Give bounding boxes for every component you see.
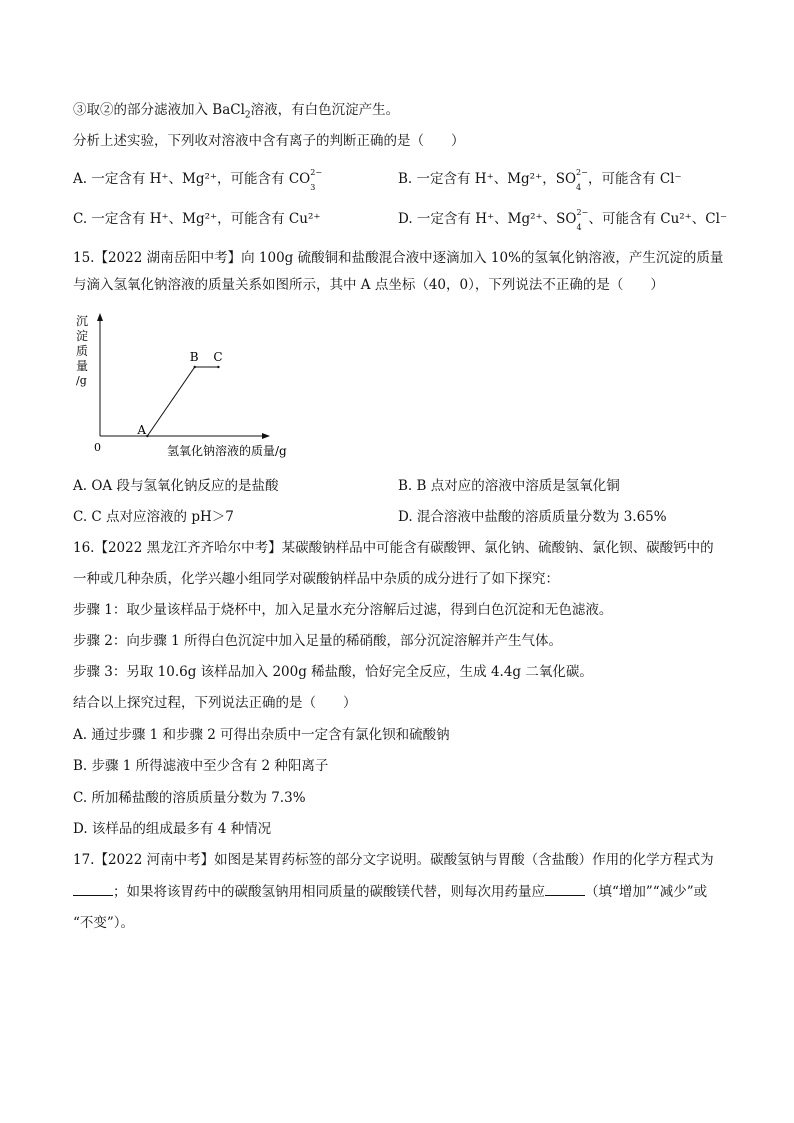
y-label-char-2: 质 <box>76 344 89 358</box>
q15-option-d: D. 混合溶液中盐酸的溶质质量分数为 3.65% <box>398 509 667 525</box>
series-line <box>147 367 218 436</box>
origin-label: 0 <box>94 441 101 454</box>
q15-stem-line2: 与滴入氢氧化钠溶液的质量关系如图所示，其中 A 点坐标（40，0），下列说法不正确的是（ ） <box>73 277 664 293</box>
x-axis-label: 氢氧化钠溶液的质量/g <box>167 444 287 458</box>
q16-option-c: C. 所加稀盐酸的溶质质量分数为 7.3% <box>73 790 306 806</box>
y-label-char-3: 量 <box>76 359 89 373</box>
q17-stem-line1: 17.【2022 河南中考】如图是某胃药标签的部分文字说明。碳酸氢钠与胃酸（含盐酸）作用的化学方程式为 <box>73 852 714 868</box>
point-c-label: C <box>213 350 223 364</box>
q17-stem-line2: ；如果将该胃药中的碳酸氢钠用相同质量的碳酸镁代替，则每次用药量应 （填“增加”“减少”或 <box>73 883 707 901</box>
y-axis-arrow <box>97 313 103 321</box>
q14-option-a: A. 一定含有 H⁺、Mg²⁺，可能含有 CO 2− 3 <box>73 168 323 192</box>
q16-step1: 步骤 1：取少量该样品于烧杯中，加入足量水充分溶解后过滤，得到白色沉淀和无色滤液。 <box>73 602 613 618</box>
q16-option-b: B. 步骤 1 所得滤液中至少含有 2 种阳离子 <box>73 758 329 774</box>
x-axis-arrow <box>262 433 270 439</box>
q16-question: 结合以上探究过程，下列说法正确的是（ ） <box>73 695 357 711</box>
q15-stem-line1: 15.【2022 湖南岳阳中考】向 100g 硫酸铜和盐酸混合液中逐滴加入 10%的氢氧化钠溶液，产生沉淀的质量 <box>73 250 724 266</box>
point-b-marker <box>194 366 196 368</box>
point-c-marker <box>217 366 219 368</box>
y-label-char-0: 沉 <box>76 314 89 328</box>
q14-question: 分析上述实验，下列收对溶液中含有离子的判断正确的是（ ） <box>73 133 465 149</box>
q16-option-d: D. 该样品的组成最多有 4 种情况 <box>73 821 272 837</box>
point-a-marker <box>146 435 148 437</box>
answer-blank-2[interactable] <box>545 883 585 896</box>
y-axis-label <box>76 314 88 387</box>
q16-option-a: A. 通过步骤 1 和步骤 2 可得出杂质中一定含有氯化钡和硫酸钠 <box>73 727 450 743</box>
point-a-label: A <box>137 423 147 437</box>
q15-option-a: A. OA 段与氢氧化钠反应的是盐酸 <box>73 478 279 494</box>
q17-stem-line3: “不变”）。 <box>73 915 135 931</box>
q15-option-c: C. C 点对应溶液的 pH＞7 <box>73 509 234 525</box>
q16-step2: 步骤 2：向步骤 1 所得白色沉淀中加入足量的稀硝酸，部分沉淀溶解并产生气体。 <box>73 633 563 649</box>
precipitate-chart <box>70 312 310 462</box>
q14-option-b: B. 一定含有 H⁺、Mg²⁺，SO 2− 4 ，可能含有 Cl⁻ <box>398 168 682 192</box>
q14-option-c: C. 一定含有 H⁺、Mg²⁺，可能含有 Cu²⁺ <box>73 211 321 227</box>
q16-step3: 步骤 3：另取 10.6g 该样品加入 200g 稀盐酸，恰好完全反应，生成 4.4g 二氧化碳。 <box>73 664 593 680</box>
q16-stem-line2: 一种或几种杂质，化学兴趣小组同学对碳酸钠样品中杂质的成分进行了如下探究： <box>73 571 559 587</box>
q14-option-d: D. 一定含有 H⁺、Mg²⁺、SO 2− 4 、可能含有 Cu²⁺、Cl⁻ <box>398 208 728 232</box>
answer-blank-1[interactable] <box>73 883 113 896</box>
q15-option-b: B. B 点对应的溶液中溶质是氢氧化铜 <box>398 478 620 494</box>
q16-stem-line1: 16.【2022 黑龙江齐齐哈尔中考】某碳酸钠样品中可能含有碳酸钾、氯化钠、硫酸钠、氯化钡、碳酸钙中的 <box>73 540 714 556</box>
point-b-label: B <box>189 350 199 364</box>
y-label-char-1: 淀 <box>76 329 89 343</box>
y-label-char-4: /g <box>76 374 87 387</box>
q14-step3: ③取②的部分滤液加入 BaCl$_2$溶液，有白色沉淀产生。 <box>73 102 400 121</box>
